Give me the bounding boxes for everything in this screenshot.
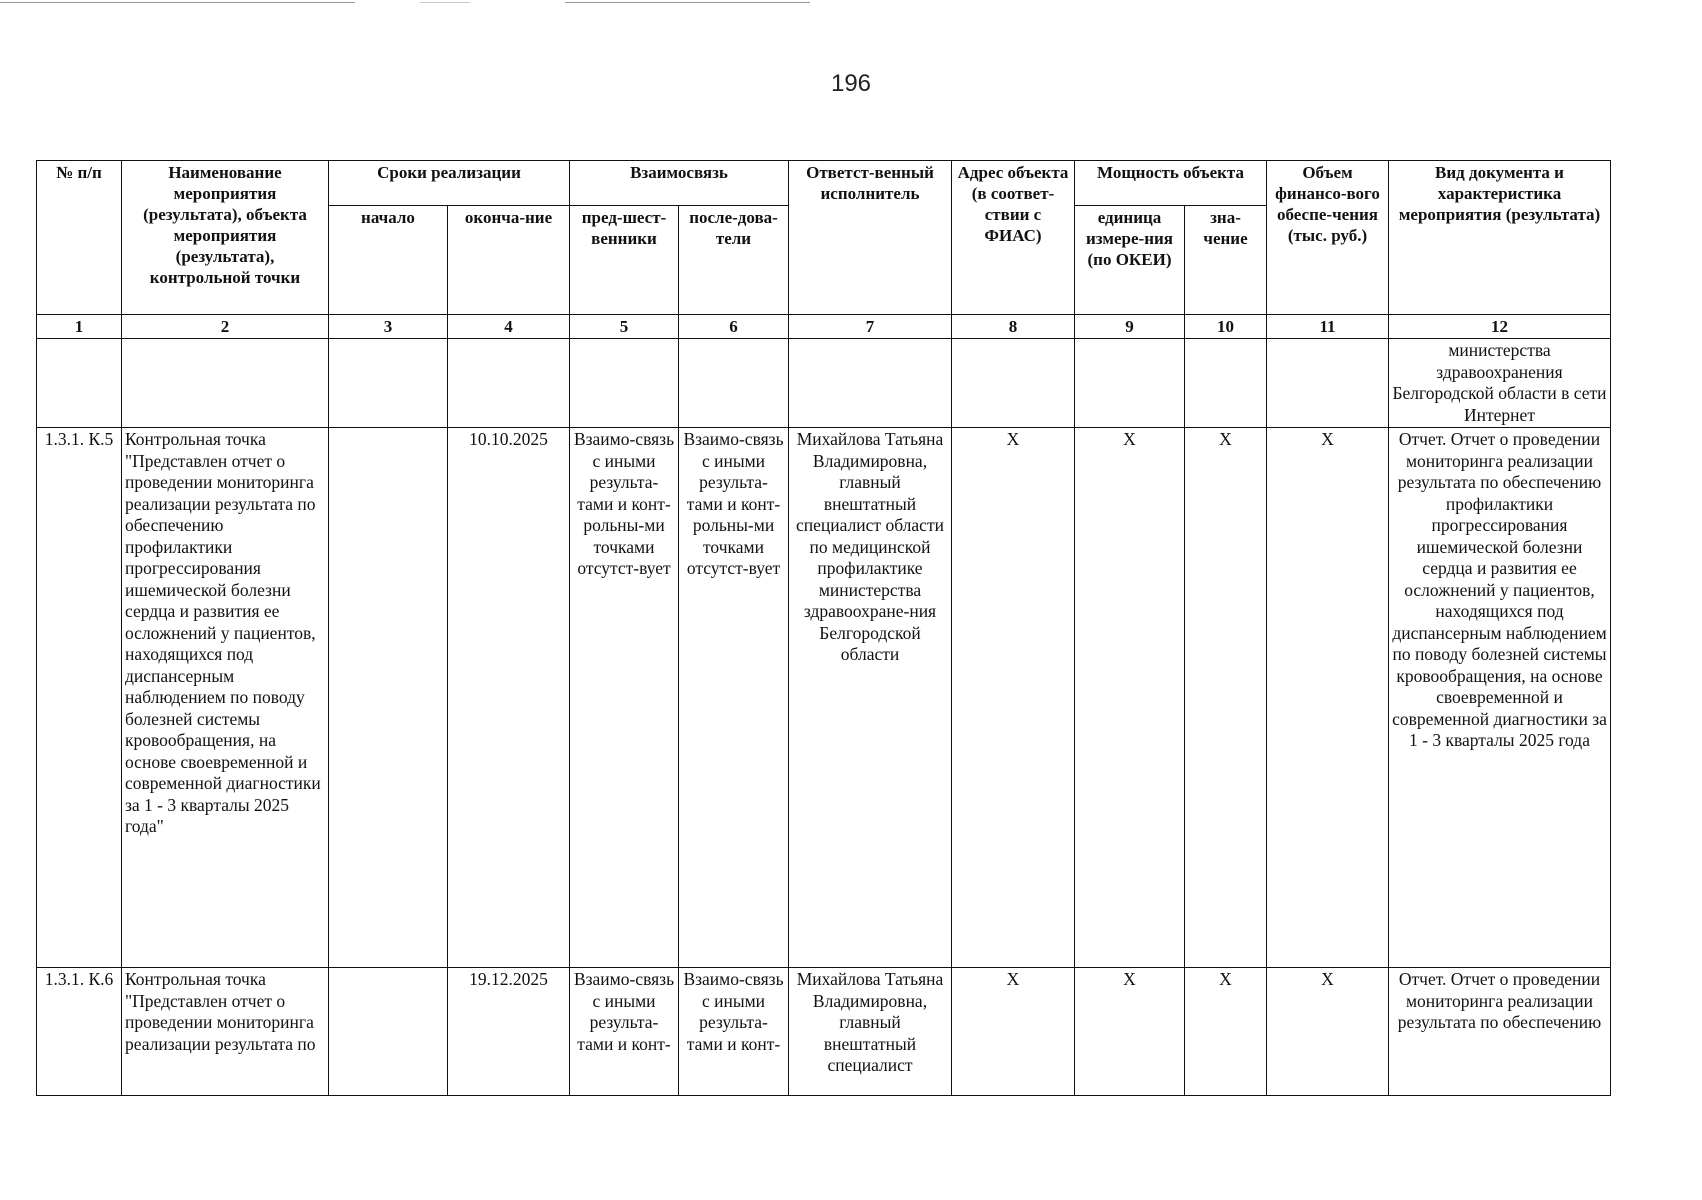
cell-name: Контрольная точка "Представлен отчет о проведении мониторинга реализации результата по обеспечению профилактики прогрессирования ишемической болезни сердца и развития ее осложнений у пациентов, находящихся под диспансерным наблюдением по поводу болезней системы кровообращения, на основе своевременной и современной диагностики за 1 - 3 кварталы 2025 года": [122, 428, 329, 968]
column-number: 2: [122, 315, 329, 339]
cell-responsible: Михайлова Татьяна Владимировна, главный внештатный специалист области по медицинской профилактике министерства здравоохране-ния Белгородской области: [789, 428, 952, 968]
cell-end: [448, 339, 570, 428]
column-number: 10: [1185, 315, 1267, 339]
cell-address: X: [952, 428, 1075, 968]
cell-finance: X: [1267, 968, 1389, 1096]
scan-artifact-line: [565, 2, 810, 3]
cell-name: [122, 339, 329, 428]
column-number: 1: [37, 315, 122, 339]
column-number: 3: [329, 315, 448, 339]
header-name: Наименование мероприятия (результата), объекта мероприятия (результата), контрольной точки: [122, 161, 329, 315]
header-num: № п/п: [37, 161, 122, 315]
cell-name: Контрольная точка "Представлен отчет о проведении мониторинга реализации результата по: [122, 968, 329, 1096]
cell-responsible: Михайлова Татьяна Владимировна, главный внештатный специалист: [789, 968, 952, 1096]
cell-unit: [1075, 339, 1185, 428]
header-capacity-value: зна-чение: [1185, 206, 1267, 315]
header-link-next: после-дова-тели: [679, 206, 789, 315]
cell-num: 1.3.1. К.6: [37, 968, 122, 1096]
column-number-row: [37, 315, 1611, 339]
header-terms: Сроки реализации: [329, 161, 570, 206]
cell-start: [329, 339, 448, 428]
cell-finance: X: [1267, 428, 1389, 968]
column-number: 9: [1075, 315, 1185, 339]
cell-finance: [1267, 339, 1389, 428]
header-doc-type: Вид документа и характеристика мероприятия (результата): [1389, 161, 1611, 315]
plan-table: [36, 160, 1611, 1096]
cell-responsible: [789, 339, 952, 428]
cell-predecessors: Взаимо-связь с иными результа-тами и конт-рольны-ми точками отсутст-вует: [570, 428, 679, 968]
cell-start: [329, 968, 448, 1096]
header-address: Адрес объекта (в соответ-ствии с ФИАС): [952, 161, 1075, 315]
header-terms-end: оконча-ние: [448, 206, 570, 315]
cell-value: X: [1185, 968, 1267, 1096]
cell-unit: X: [1075, 428, 1185, 968]
cell-doc: Отчет. Отчет о проведении мониторинга реализации результата по обеспечению: [1389, 968, 1611, 1096]
cell-value: X: [1185, 428, 1267, 968]
cell-end: 19.12.2025: [448, 968, 570, 1096]
scan-artifact-line: [0, 2, 355, 3]
header-link-prev: пред-шест-венники: [570, 206, 679, 315]
column-number: 11: [1267, 315, 1389, 339]
column-number: 7: [789, 315, 952, 339]
cell-successors: Взаимо-связь с иными результа-тами и конт-рольны-ми точками отсутст-вует: [679, 428, 789, 968]
cell-predecessors: [570, 339, 679, 428]
column-number: 4: [448, 315, 570, 339]
header-finance: Объем финансо-вого обеспе-чения (тыс. руб.): [1267, 161, 1389, 315]
header-capacity: Мощность объекта: [1075, 161, 1267, 206]
table-row: [37, 428, 1611, 968]
cell-num: [37, 339, 122, 428]
cell-end: 10.10.2025: [448, 428, 570, 968]
cell-address: [952, 339, 1075, 428]
cell-start: [329, 428, 448, 968]
column-number: 6: [679, 315, 789, 339]
cell-num: 1.3.1. К.5: [37, 428, 122, 968]
column-number: 12: [1389, 315, 1611, 339]
cell-predecessors: Взаимо-связь с иными результа-тами и конт-: [570, 968, 679, 1096]
cell-successors: Взаимо-связь с иными результа-тами и конт-: [679, 968, 789, 1096]
cell-successors: [679, 339, 789, 428]
header-link: Взаимосвязь: [570, 161, 789, 206]
cell-doc: Отчет. Отчет о проведении мониторинга реализации результата по обеспечению профилактики прогрессирования ишемической болезни сердца и развития ее осложнений у пациентов, находящихся под диспансерным наблюдением по поводу болезней системы кровообращения, на основе своевременной и современной диагностики за 1 - 3 кварталы 2025 года: [1389, 428, 1611, 968]
header-row: [37, 161, 1611, 206]
column-number: 8: [952, 315, 1075, 339]
scan-artifact-line: [420, 2, 470, 3]
page-number: 196: [830, 70, 872, 97]
cell-value: [1185, 339, 1267, 428]
header-responsible: Ответст-венный исполнитель: [789, 161, 952, 315]
cell-unit: X: [1075, 968, 1185, 1096]
table-row: [37, 968, 1611, 1096]
header-capacity-unit: единица измере-ния (по ОКЕИ): [1075, 206, 1185, 315]
table-row: [37, 339, 1611, 428]
cell-address: X: [952, 968, 1075, 1096]
cell-doc: министерства здравоохранения Белгородской области в сети Интернет: [1389, 339, 1611, 428]
header-terms-start: начало: [329, 206, 448, 315]
column-number: 5: [570, 315, 679, 339]
